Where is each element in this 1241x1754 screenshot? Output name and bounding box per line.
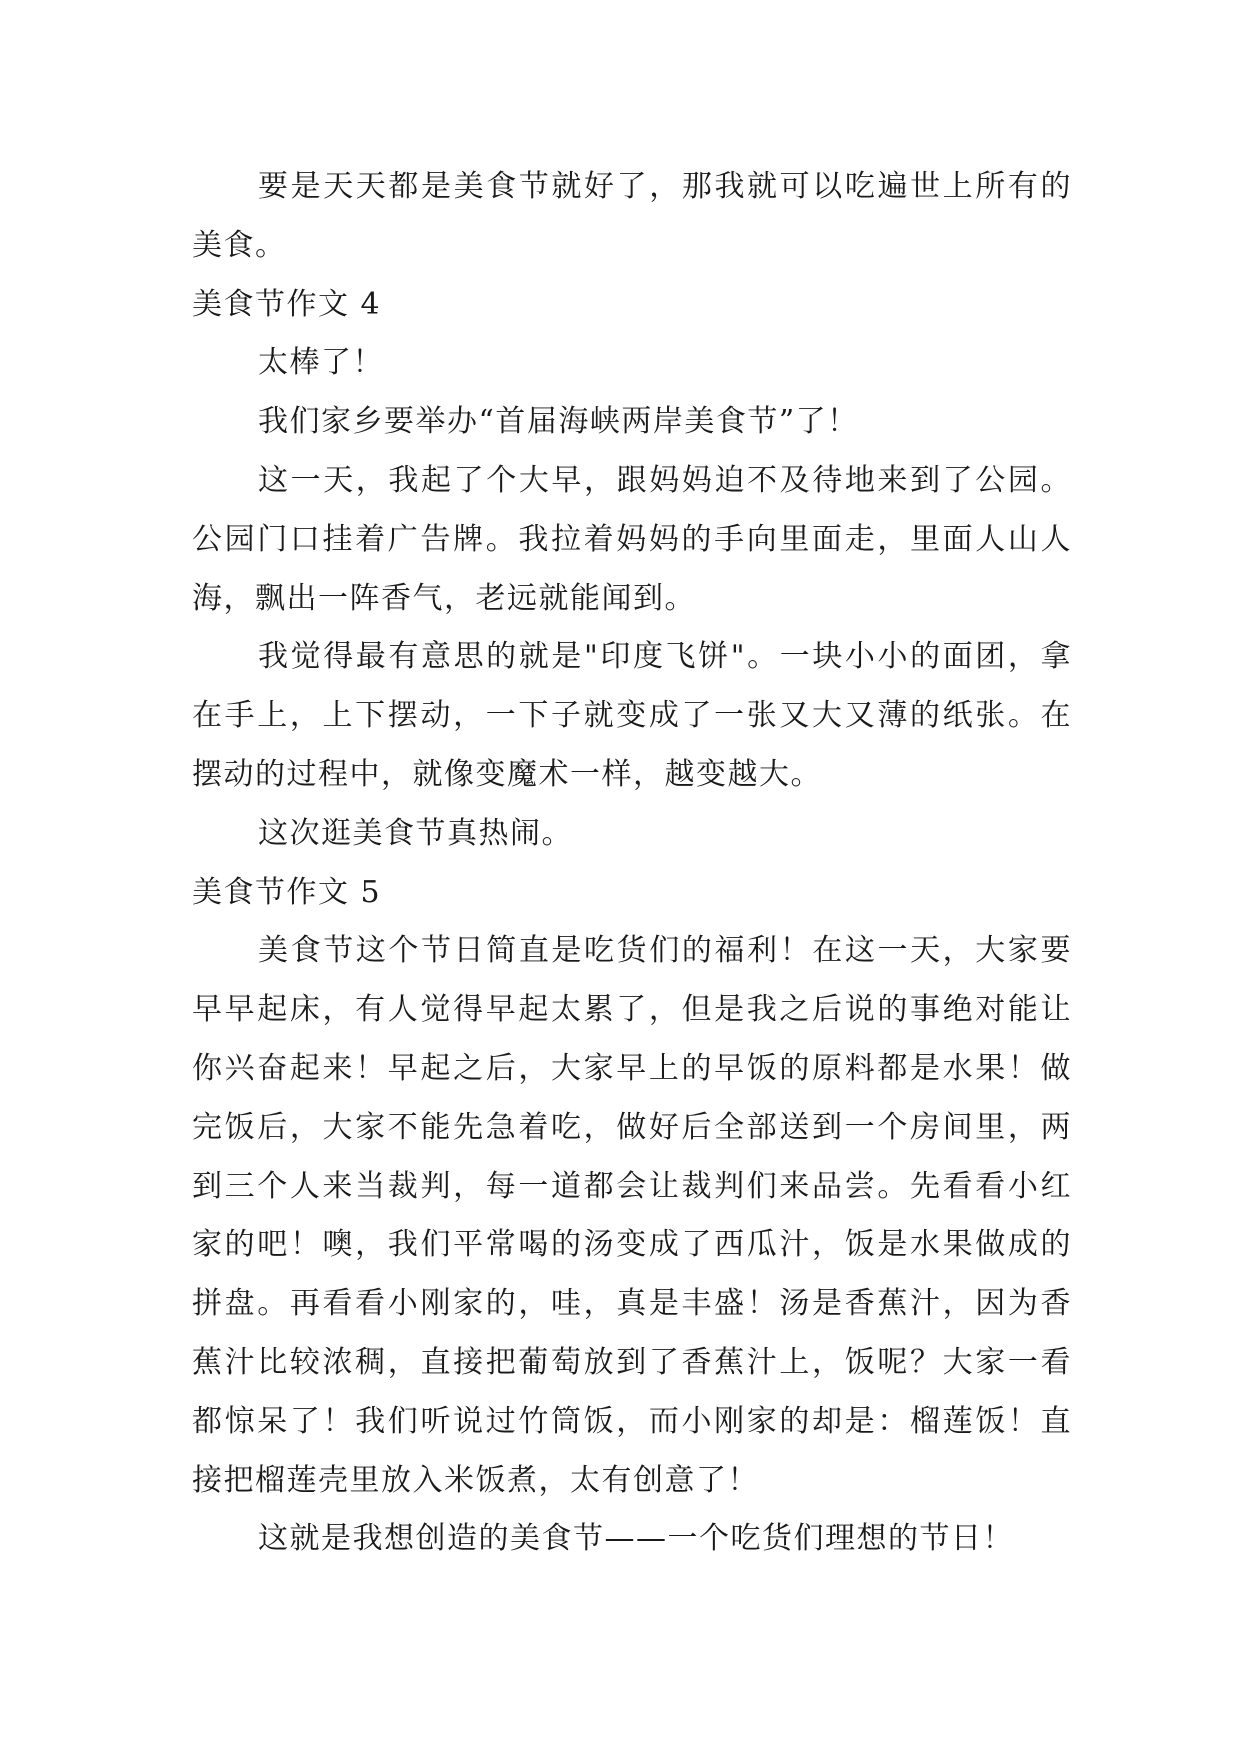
paragraph-exclamation: 太棒了！ (258, 345, 384, 381)
paragraph-closing-wish: 要是天天都是美食节就好了，那我就可以吃遍世上所有的美食。 (192, 169, 1072, 263)
document-body (192, 158, 1072, 1569)
paragraph-indian-flatbread: 我觉得最有意思的就是"印度飞饼"。一块小小的面团，拿在手上，上下摆动，一下子就变成了一张又大又薄的纸张。在摆动的过程中，就像变魔术一样，越变越大。 (192, 639, 1072, 792)
essay-5-title: 美食节作文 5 (192, 874, 382, 910)
essay-4-title: 美食节作文 4 (192, 286, 382, 322)
paragraph-lively: 这次逛美食节真热闹。 (258, 815, 573, 851)
paragraph-park-visit: 这一天，我起了个大早，跟妈妈迫不及待地来到了公园。公园门口挂着广告牌。我拉着妈妈的手向里面走，里面人山人海，飘出一阵香气，老远就能闻到。 (192, 462, 1072, 616)
paragraph-festival-announcement: 我们家乡要举办“首届海峡两岸美食节”了！ (258, 404, 859, 440)
paragraph-fruit-festival: 美食节这个节日简直是吃货们的福利！在这一天，大家要早早起床，有人觉得早起太累了，但是我之后说的事绝对能让你兴奋起来！早起之后，大家早上的早饭的原料都是水果！做完饭后，大家不能先急着吃，做好后全部送到一个房间里，两到三个人来当裁判，每一道都会让裁判们来品尝。先看看小红家的吧！噢，我们平常喝的汤变成了西瓜汁，饭是水果做成的拼盘。再看看小刚家的，哇，真是丰盛！汤是香蕉汁，因为香蕉汁比较浓稠，直接把葡萄放到了香蕉汁上，饭呢？大家一看都惊呆了！我们听说过竹筒饭，而小刚家的却是：榴莲饭！直接把榴莲壳里放入米饭煮，太有创意了！ (192, 933, 1072, 1498)
paragraph-ideal-festival: 这就是我想创造的美食节——一个吃货们理想的节日！ (258, 1521, 1014, 1557)
